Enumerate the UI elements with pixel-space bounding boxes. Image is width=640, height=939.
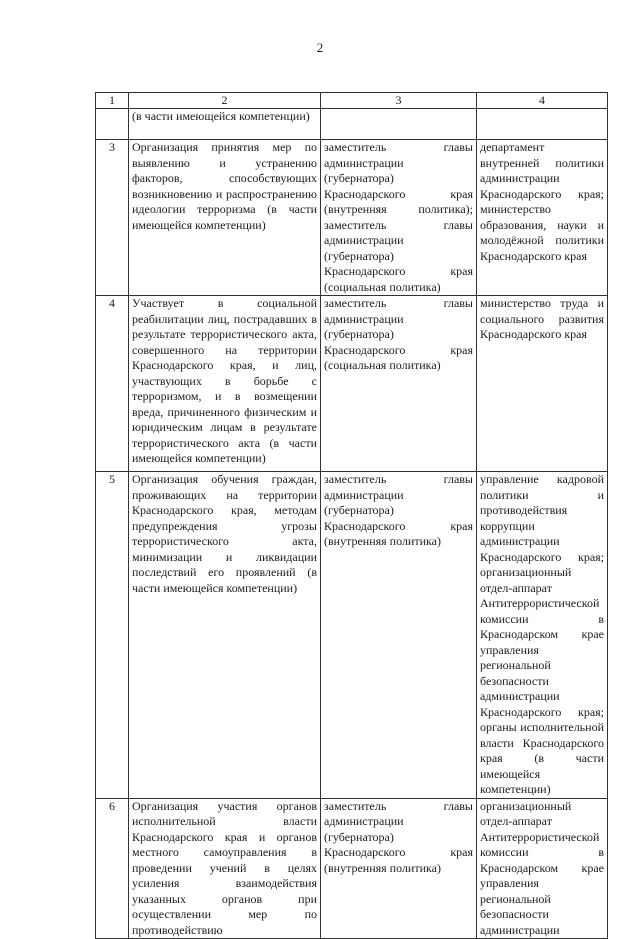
header-col-4: 4 [477, 93, 608, 109]
executor-cell: управление кадровой политики и противодействия коррупции администрации Краснодарского края; организационный отдел-аппарат Антитеррористической комиссии в Краснодарском крае управления региональной безопасности администрации Краснодарского края; органы исполнительной власти Краснодарского края (в части имеющейся компетенции) [477, 472, 608, 799]
measure-cell: (в части имеющейся компетенции) [129, 109, 321, 140]
responsible-official-cell: заместитель главы администрации (губернатора) Краснодарского края (внутренняя политика) [321, 472, 477, 799]
table-row [96, 472, 608, 799]
table-row [96, 140, 608, 296]
measure-cell: Организация обучения граждан, проживающих на территории Краснодарского края, методам предупреждения угрозы террористического акта, минимизации и ликвидации последствий его проявлений (в части имеющейся компетенции) [129, 472, 321, 799]
measure-cell: Организация принятия мер по выявлению и устранению факторов, способствующих возникновению и распространению идеологии терроризма (в части имеющейся компетенции) [129, 140, 321, 296]
row-number: 4 [96, 296, 129, 472]
responsible-official-cell: заместитель главы администрации (губернатора) Краснодарского края (социальная политика) [321, 296, 477, 472]
table-row [96, 296, 608, 472]
header-col-3: 3 [321, 93, 477, 109]
responsibility-table [95, 92, 608, 939]
responsible-official-cell: заместитель главы администрации (губернатора) Краснодарского края (внутренняя политика); заместитель главы администрации (губернатора) Краснодарского края (социальная политика) [321, 140, 477, 296]
responsible-official-cell [321, 109, 477, 140]
table-row [96, 798, 608, 939]
table-header-row [96, 93, 608, 109]
page-number: 2 [316, 40, 324, 55]
responsible-official-cell: заместитель главы администрации (губернатора) Краснодарского края (внутренняя политика) [321, 798, 477, 939]
measure-cell: Участвует в социальной реабилитации лиц, пострадавших в результате террористического акта, совершенного на территории Краснодарского края, и лиц, участвующих в борьбе с терроризмом, и в возмещении вреда, причиненного физическим и юридическим лицам в результате террористического акта (в части имеющейся компетенции) [129, 296, 321, 472]
row-number [96, 109, 129, 140]
header-col-1: 1 [96, 93, 129, 109]
measure-cell: Организация участия органов исполнительной власти Краснодарского края и органов местного самоуправления в проведении учений в целях усиления взаимодействия указанных органов при осуществлении мер по противодействию [129, 798, 321, 939]
executor-cell: министерство труда и социального развития Краснодарского края [477, 296, 608, 472]
header-col-2: 2 [129, 93, 321, 109]
row-number: 5 [96, 472, 129, 799]
row-number: 3 [96, 140, 129, 296]
executor-cell [477, 109, 608, 140]
executor-cell: организационный отдел-аппарат Антитеррористической комиссии в Краснодарском крае управления региональной безопасности администрации [477, 798, 608, 939]
table-row [96, 109, 608, 140]
executor-cell: департамент внутренней политики администрации Краснодарского края; министерство образования, науки и молодёжной политики Краснодарского края [477, 140, 608, 296]
row-number: 6 [96, 798, 129, 939]
